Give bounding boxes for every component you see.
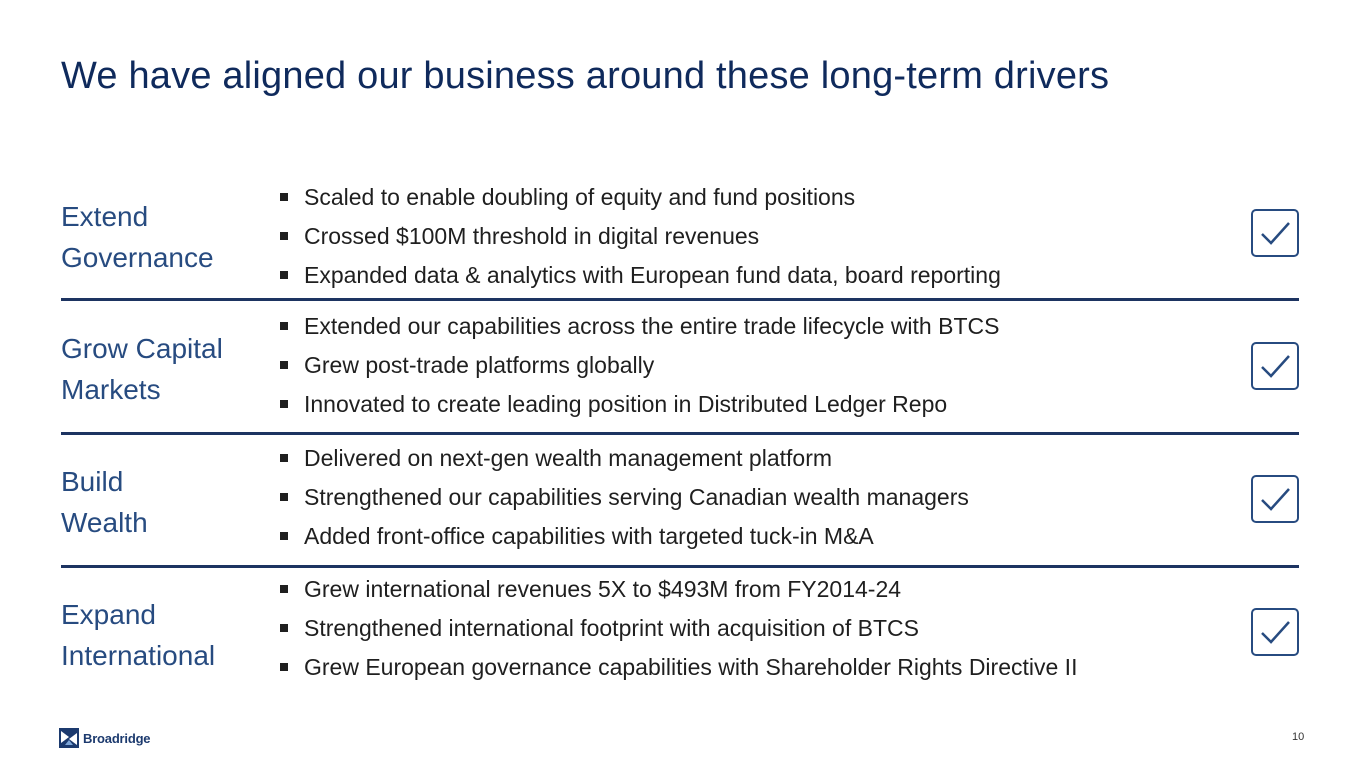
section-label: Grow Capital Markets — [61, 333, 223, 405]
square-bullet-icon — [280, 232, 288, 240]
square-bullet-icon — [280, 400, 288, 408]
list-item: Crossed $100M threshold in digital revenues — [277, 217, 1001, 256]
section-divider — [61, 432, 1299, 435]
section-grow-capital-markets — [61, 307, 1299, 427]
section-build-wealth — [61, 439, 1299, 559]
square-bullet-icon — [280, 663, 288, 671]
section-label: Expand International — [61, 599, 216, 671]
square-bullet-icon — [280, 493, 288, 501]
list-item: Delivered on next-gen wealth management platform — [277, 439, 969, 478]
square-bullet-icon — [280, 624, 288, 632]
bullet-list — [277, 307, 999, 424]
checkbox-checked-icon — [1251, 209, 1299, 257]
section-divider — [61, 565, 1299, 568]
square-bullet-icon — [280, 322, 288, 330]
list-item: Innovated to create leading position in Distributed Ledger Repo — [277, 385, 999, 424]
section-expand-international — [61, 570, 1299, 690]
list-item: Extended our capabilities across the entire trade lifecycle with BTCS — [277, 307, 999, 346]
list-item: Grew European governance capabilities with Shareholder Rights Directive II — [277, 648, 1077, 687]
bullet-list — [277, 439, 969, 556]
section-divider — [61, 298, 1299, 301]
square-bullet-icon — [280, 454, 288, 462]
bullet-list — [277, 570, 1077, 687]
list-item: Scaled to enable doubling of equity and fund positions — [277, 178, 1001, 217]
bullet-list — [277, 178, 1001, 295]
section-label: Extend Governance — [61, 201, 214, 273]
broadridge-logo-icon — [59, 728, 79, 748]
list-item: Expanded data & analytics with European fund data, board reporting — [277, 256, 1001, 295]
list-item: Strengthened international footprint with acquisition of BTCS — [277, 609, 1077, 648]
logo-text: Broadridge — [83, 730, 151, 746]
section-extend-governance — [61, 178, 1299, 296]
checkbox-checked-icon — [1251, 608, 1299, 656]
page-number: 10 — [1292, 731, 1305, 743]
list-item: Grew post-trade platforms globally — [277, 346, 999, 385]
square-bullet-icon — [280, 585, 288, 593]
list-item: Strengthened our capabilities serving Canadian wealth managers — [277, 478, 969, 517]
square-bullet-icon — [280, 193, 288, 201]
square-bullet-icon — [280, 361, 288, 369]
broadridge-logo — [59, 728, 150, 748]
page-title: We have aligned our business around these long-term drivers — [61, 55, 1110, 97]
list-item: Grew international revenues 5X to $493M from FY2014-24 — [277, 570, 1077, 609]
checkbox-checked-icon — [1251, 342, 1299, 390]
list-item: Added front-office capabilities with targeted tuck-in M&A — [277, 517, 969, 556]
section-label: Build Wealth — [61, 466, 148, 538]
square-bullet-icon — [280, 532, 288, 540]
square-bullet-icon — [280, 271, 288, 279]
checkbox-checked-icon — [1251, 475, 1299, 523]
